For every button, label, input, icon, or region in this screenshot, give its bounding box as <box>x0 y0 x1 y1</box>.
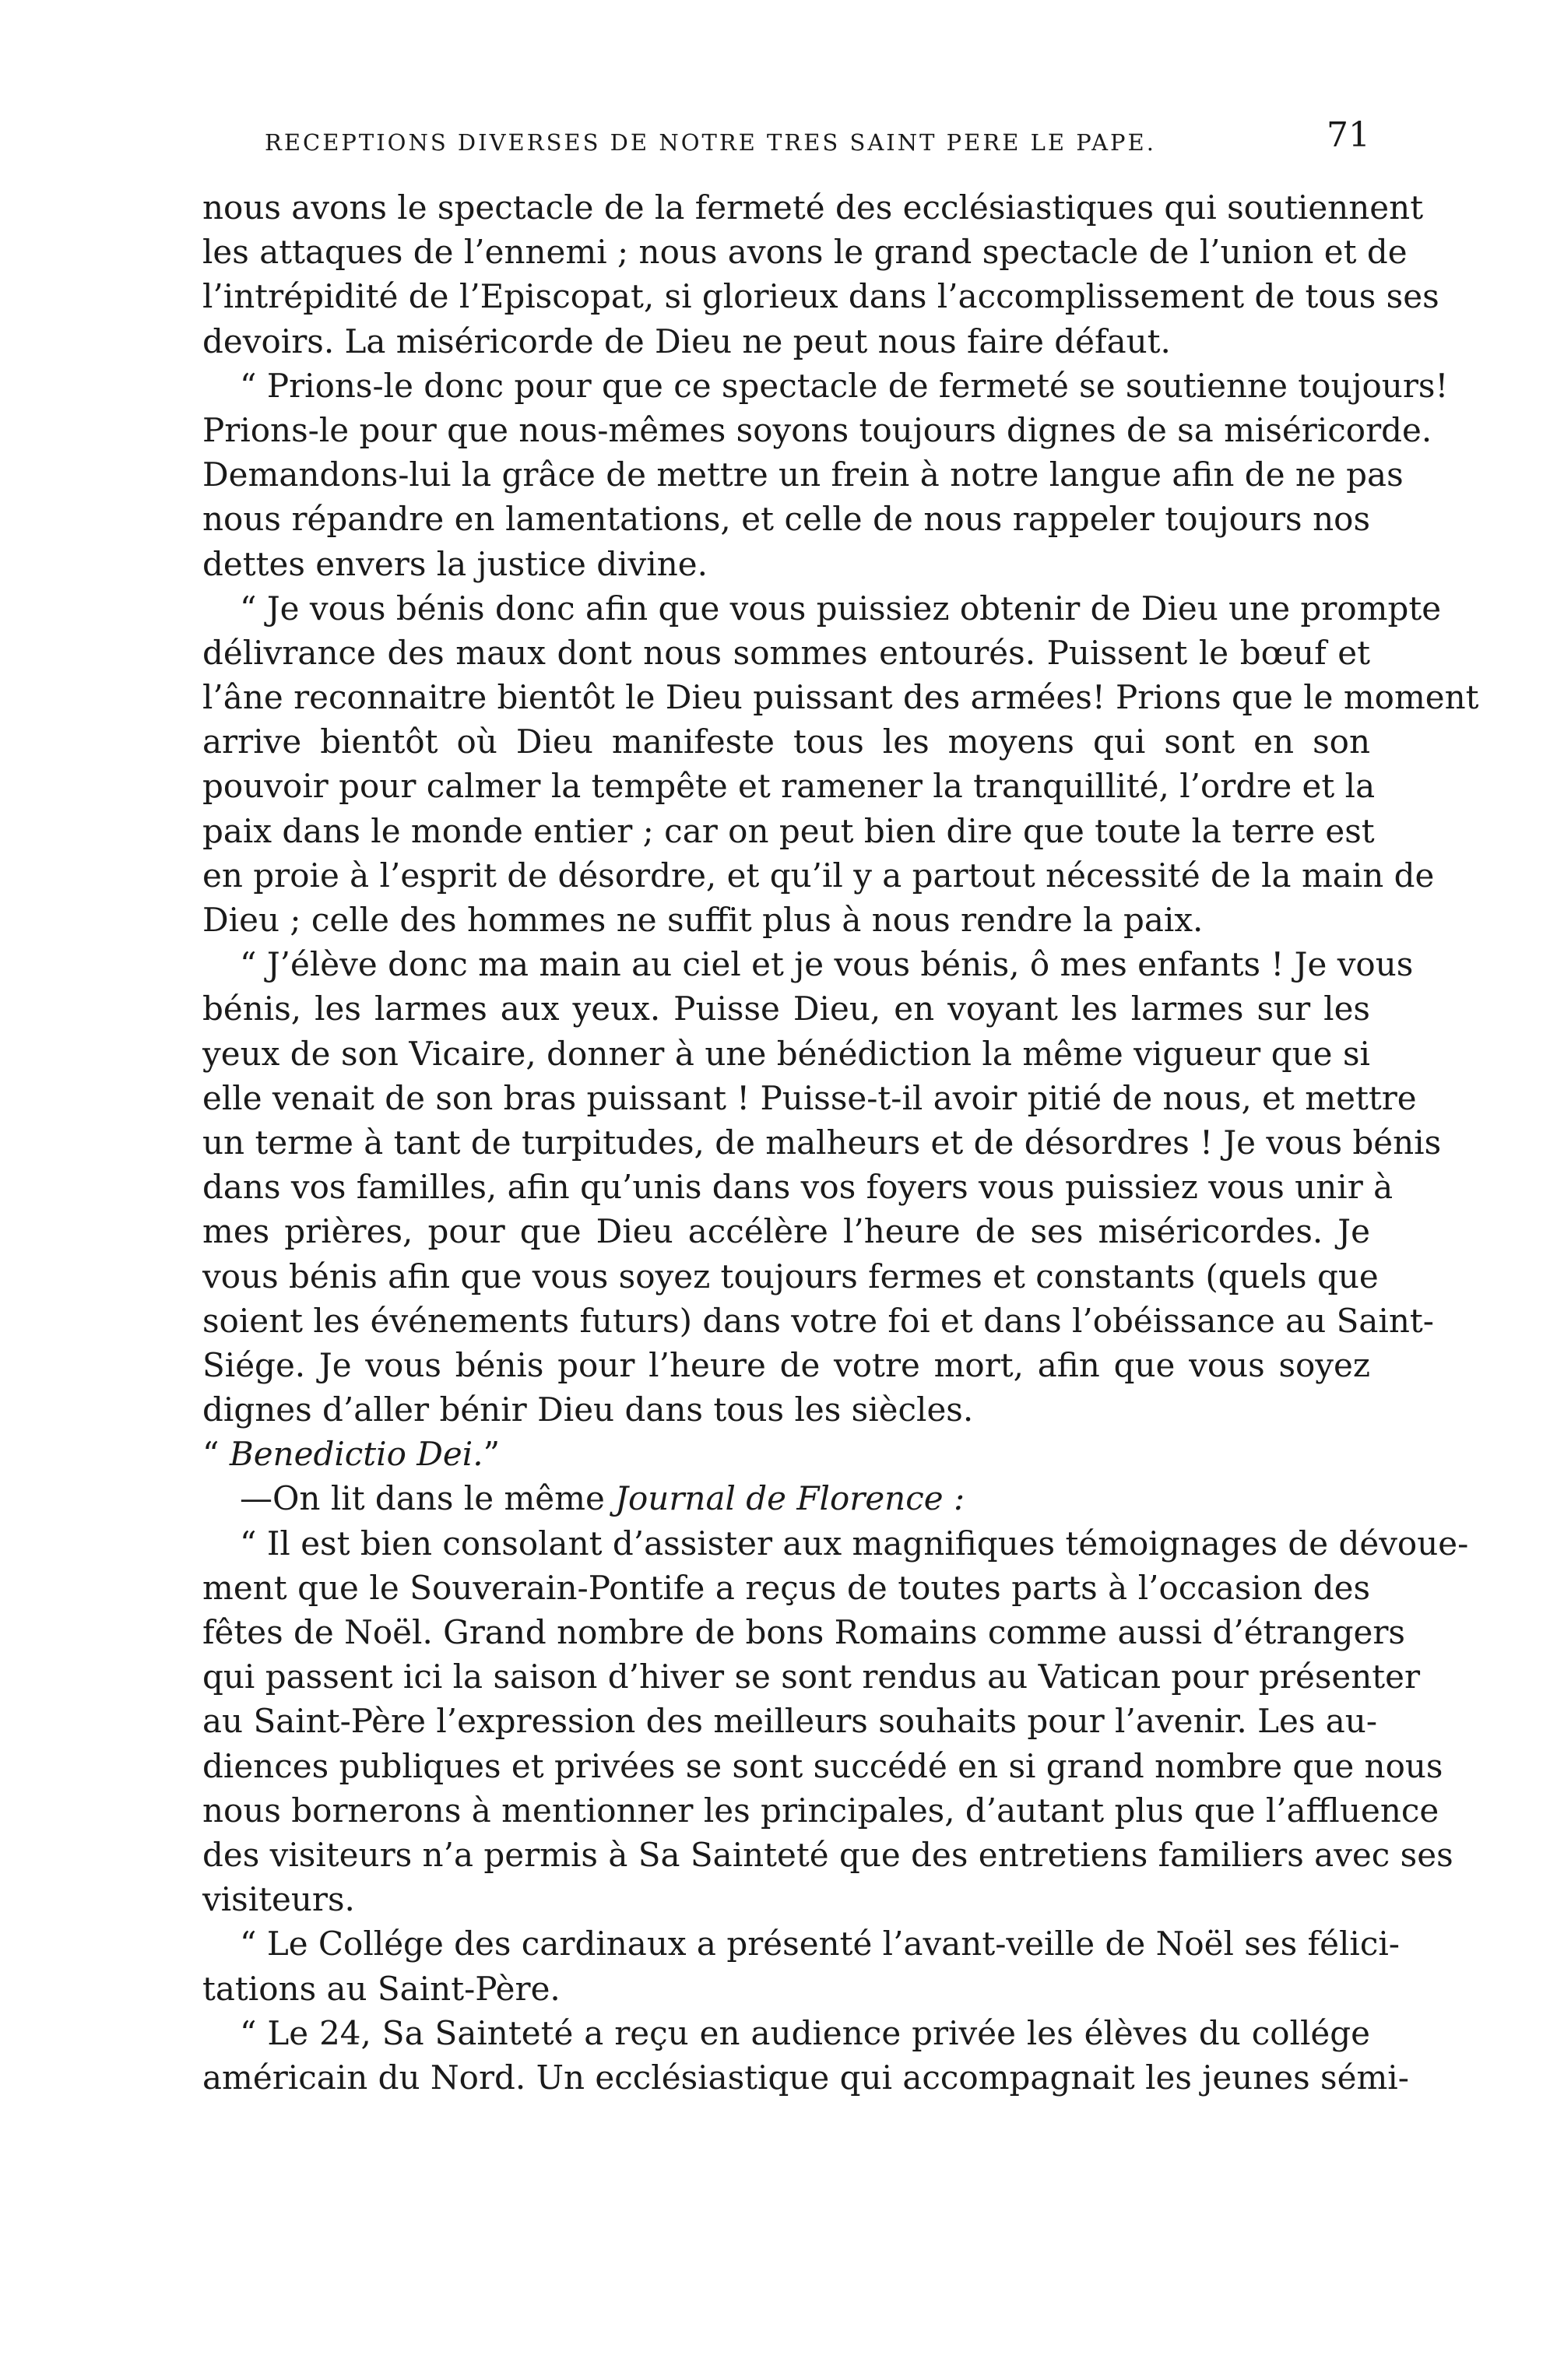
text-line: l’âne reconnaitre bientôt le Dieu puissant des armées! Prions que le moment <box>202 678 1479 717</box>
text-line: délivrance des maux dont nous sommes entourés. Puissent le bœuf et <box>202 633 1370 672</box>
text-line: qui passent ici la saison d’hiver se sont rendus au Vatican pour présenter <box>202 1658 1421 1696</box>
text-line: ment que le Souverain-Pontife a reçus de toutes parts à l’occasion des <box>202 1568 1370 1607</box>
text-line: yeux de son Vicaire, donner à une bénédiction la même vigueur que si <box>202 1034 1370 1073</box>
text-line: un terme à tant de turpitudes, de malheurs et de désordres ! Je vous bénis <box>202 1123 1442 1162</box>
text-line: dans vos familles, afin qu’unis dans vos foyers vous puissiez vous unir à <box>202 1168 1394 1207</box>
text-line: Siége. Je vous bénis pour l’heure de votre mort, afin que vous soyez <box>202 1345 1370 1384</box>
text-line: paix dans le monde entier ; car on peut bien dire que toute la terre est <box>202 811 1375 850</box>
text-line: au Saint-Père l’expression des meilleurs souhaits pour l’avenir. Les au- <box>202 1702 1378 1741</box>
text-line: “ Je vous bénis donc afin que vous puissiez obtenir de Dieu une prompte <box>240 589 1442 628</box>
text-line: “ Il est bien consolant d’assister aux magnifiques témoignages de dévoue- <box>240 1524 1469 1563</box>
text-line: “ Le Collége des cardinaux a présenté l’avant-veille de Noël ses félici- <box>240 1925 1400 1963</box>
text-line: dettes envers la justice divine. <box>202 544 708 583</box>
text-line: dignes d’aller bénir Dieu dans tous les siècles. <box>202 1390 974 1429</box>
body-text <box>202 185 1479 2100</box>
text-line: arrive bientôt où Dieu manifeste tous les moyens qui sont en son <box>202 722 1370 761</box>
journal-line <box>202 1476 1370 1520</box>
benedictio-close-quote: ” <box>483 1435 501 1474</box>
text-line: soient les événements futurs) dans votre foi et dans l’obéissance au Saint- <box>202 1301 1434 1340</box>
text-line: américain du Nord. Un ecclésiastique qui accompagnait les jeunes sémi- <box>202 2058 1409 2097</box>
page-header <box>265 115 1370 162</box>
text-line: bénis, les larmes aux yeux. Puisse Dieu, en voyant les larmes sur les <box>202 990 1370 1028</box>
text-line: “ Le 24, Sa Sainteté a reçu en audience privée les élèves du collége <box>240 2013 1370 2052</box>
benedictio-italic: Benedictio Dei. <box>229 1435 483 1474</box>
text-line: nous répandre en lamentations, et celle de nous rappeler toujours nos <box>202 500 1370 539</box>
text-line: en proie à l’esprit de désordre, et qu’il y a partout nécessité de la main de <box>202 856 1435 895</box>
running-title: RECEPTIONS DIVERSES DE NOTRE TRES SAINT PERE LE PAPE. <box>265 129 1156 156</box>
text-line: “ J’élève donc ma main au ciel et je vous bénis, ô mes enfants ! Je vous <box>240 945 1414 984</box>
benedictio-open-quote: “ <box>202 1435 230 1474</box>
text-line: vous bénis afin que vous soyez toujours fermes et constants (quels que <box>202 1257 1379 1295</box>
text-line: fêtes de Noël. Grand nombre de bons Romains comme aussi d’étrangers <box>202 1613 1405 1651</box>
text-line: visiteurs. <box>202 1880 355 1919</box>
text-line: Prions-le pour que nous-mêmes soyons toujours dignes de sa miséricorde. <box>202 410 1432 449</box>
text-line: nous bornerons à mentionner les principales, d’autant plus que l’affluence <box>202 1791 1439 1830</box>
text-line: diences publiques et privées se sont succédé en si grand nombre que nous <box>202 1746 1443 1785</box>
text-line: elle venait de son bras puissant ! Puisse-t-il avoir pitié de nous, et mettre <box>202 1078 1417 1117</box>
text-line: tations au Saint-Père. <box>202 1969 561 2008</box>
text-line: pouvoir pour calmer la tempête et ramener la tranquillité, l’ordre et la <box>202 767 1376 806</box>
journal-title: Journal de Florence : <box>615 1479 965 1518</box>
text-line: Demandons-lui la grâce de mettre un frein à notre langue afin de ne pas <box>202 455 1404 494</box>
text-line: “ Prions-le donc pour que ce spectacle de fermeté se soutienne toujours! <box>240 366 1449 405</box>
text-line: devoirs. La miséricorde de Dieu ne peut nous faire défaut. <box>202 322 1171 360</box>
journal-prefix: —On lit dans le même <box>240 1479 616 1518</box>
page-number: 71 <box>1327 115 1370 155</box>
text-line: l’intrépidité de l’Episcopat, si glorieux dans l’accomplissement de tous ses <box>202 277 1439 316</box>
text-line: mes prières, pour que Dieu accélère l’heure de ses miséricordes. Je <box>202 1212 1370 1251</box>
text-line: des visiteurs n’a permis à Sa Sainteté que des entretiens familiers avec ses <box>202 1835 1453 1874</box>
text-line: Dieu ; celle des hommes ne suffit plus à nous rendre la paix. <box>202 901 1204 939</box>
benedictio-line <box>202 1432 1370 1476</box>
text-line: les attaques de l’ennemi ; nous avons le grand spectacle de l’union et de <box>202 233 1408 272</box>
text-line: nous avons le spectacle de la fermeté des ecclésiastiques qui soutiennent <box>202 188 1424 227</box>
